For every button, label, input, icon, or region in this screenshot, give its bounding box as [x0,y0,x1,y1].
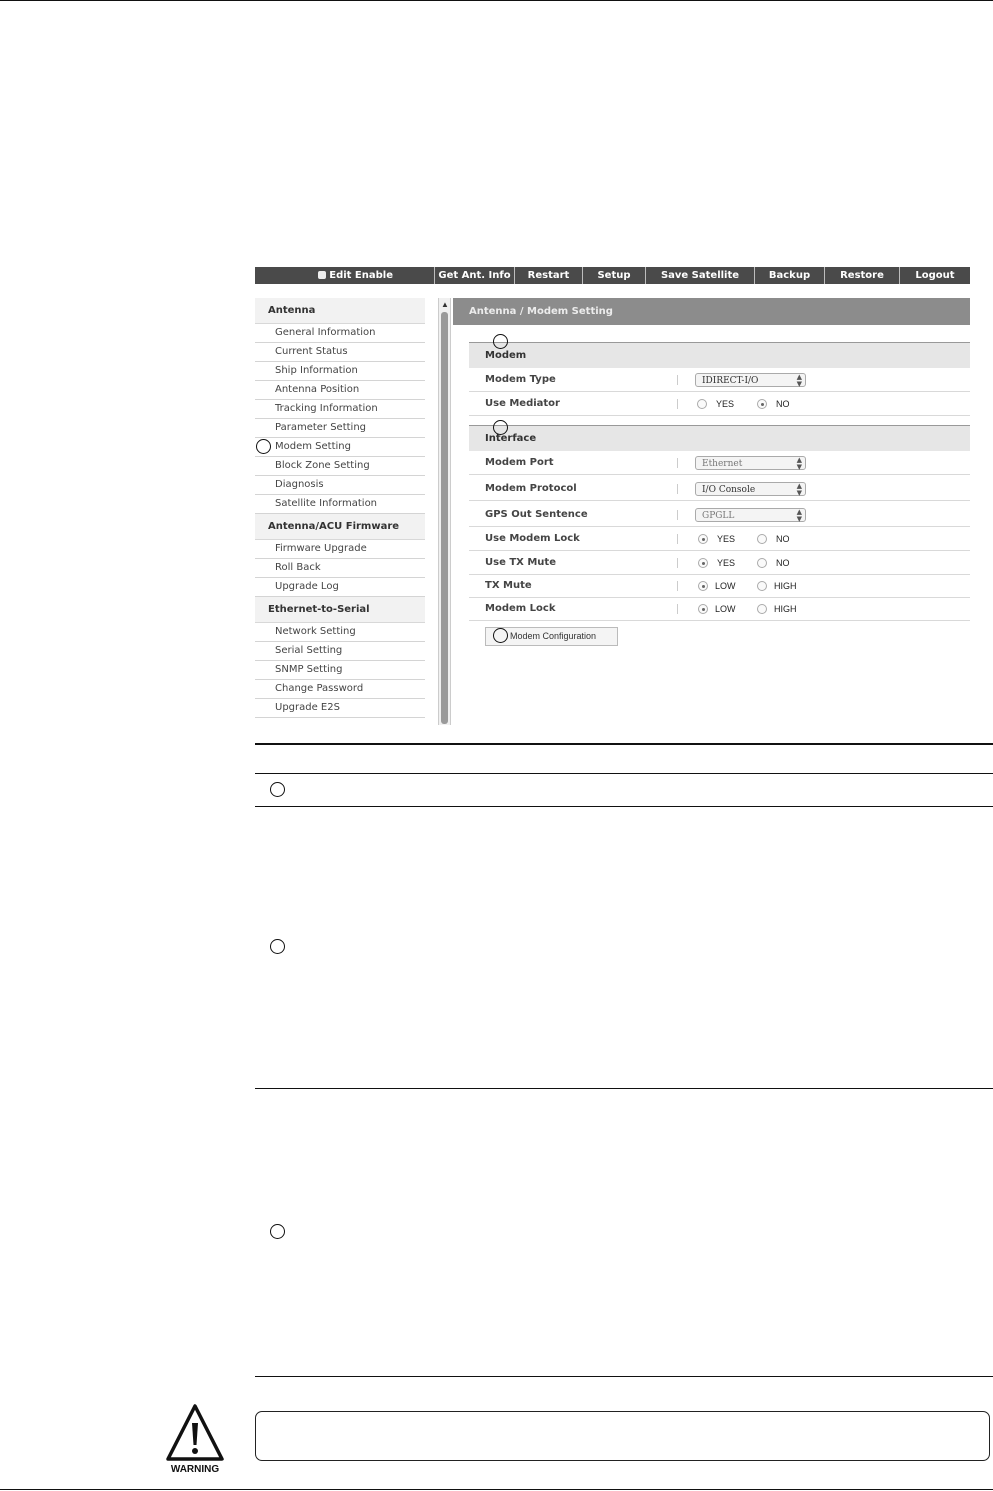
use-mediator-yes-radio[interactable] [697,399,707,409]
setup-button[interactable]: Setup [582,267,645,284]
use-modem-lock-no-radio[interactable] [757,534,767,544]
callout-circle [493,628,508,643]
use-tx-mute-label: Use TX Mute [485,557,556,568]
use-modem-lock-no-label: NO [776,534,790,544]
tx-mute-high-label: HIGH [774,581,797,591]
use-tx-mute-row [469,551,970,575]
sidebar-item-serial-setting[interactable]: Serial Setting [255,642,425,661]
modem-protocol-label: Modem Protocol [485,483,577,494]
sidebar-item-parameter-setting[interactable]: Parameter Setting [255,419,425,438]
sidebar-item-network-setting[interactable]: Network Setting [255,623,425,642]
callout-circle [256,439,271,454]
modem-protocol-value: I/O Console [702,485,756,495]
sidebar-heading-antenna: Antenna [255,298,425,324]
modem-lock-high-radio[interactable] [757,604,767,614]
sidebar-item-upgrade-log[interactable]: Upgrade Log [255,578,425,597]
use-modem-lock-yes-radio[interactable] [698,534,708,544]
row-separator [677,604,678,614]
page-bottom-rule [0,1489,993,1490]
sidebar-item-roll-back[interactable]: Roll Back [255,559,425,578]
gps-out-sentence-row [469,503,970,527]
scrollbar-thumb[interactable] [441,312,448,724]
checkbox-icon[interactable] [318,271,326,279]
modem-protocol-select[interactable] [695,482,806,496]
modem-port-select[interactable] [695,456,806,470]
use-modem-lock-label: Use Modem Lock [485,533,580,544]
sidebar-item-upgrade-e2s[interactable]: Upgrade E2S [255,699,425,718]
spinner-icon: ▲ ▼ [796,508,802,523]
modem-type-value: IDIRECT-I/O [702,376,759,386]
spinner-icon: ▲ ▼ [796,456,802,471]
use-modem-lock-yes-label: YES [717,534,736,544]
use-tx-mute-yes-label: YES [717,558,736,568]
warning-icon [165,1403,225,1463]
table-rule [255,806,993,807]
breadcrumb: Antenna / Modem Setting [453,298,970,325]
tx-mute-low-label: LOW [715,581,736,591]
modem-port-row [469,451,970,475]
use-mediator-no-radio[interactable] [757,399,767,409]
edit-enable-button[interactable]: Edit Enable [255,267,434,284]
tx-mute-label: TX Mute [485,580,532,591]
use-modem-lock-row [469,527,970,551]
modem-type-label: Modem Type [485,374,556,385]
sidebar-item-tracking-information[interactable]: Tracking Information [255,400,425,419]
tx-mute-low-radio[interactable] [698,581,708,591]
warning-label: WARNING [170,1464,220,1475]
modem-type-select[interactable] [695,373,806,387]
sidebar-item-snmp-setting[interactable]: SNMP Setting [255,661,425,680]
row-separator [677,581,678,591]
interface-section-header: Interface [469,425,970,451]
scrollbar[interactable] [438,298,451,725]
sidebar [255,298,425,718]
sidebar-item-antenna-position[interactable]: Antenna Position [255,381,425,400]
callout-circle [493,334,508,349]
use-mediator-no-label: NO [776,399,790,409]
row-separator [677,458,678,468]
use-tx-mute-no-radio[interactable] [757,558,767,568]
modem-port-label: Modem Port [485,457,554,468]
modem-setting-screenshot [255,267,970,725]
use-tx-mute-no-label: NO [776,558,790,568]
callout-circle [493,420,508,435]
sidebar-item-diagnosis[interactable]: Diagnosis [255,476,425,495]
backup-button[interactable]: Backup [754,267,824,284]
modem-lock-label: Modem Lock [485,603,556,614]
logout-button[interactable]: Logout [899,267,970,284]
spinner-icon: ▲ ▼ [796,373,802,388]
tx-mute-high-radio[interactable] [757,581,767,591]
spinner-icon: ▲ ▼ [796,482,802,497]
sidebar-item-modem-setting[interactable]: Modem Setting [255,438,425,457]
row-separator [677,399,678,409]
tx-mute-row [469,574,970,598]
sidebar-item-current-status[interactable]: Current Status [255,343,425,362]
gps-out-sentence-label: GPS Out Sentence [485,509,588,520]
restore-button[interactable]: Restore [824,267,899,284]
row-separator [677,484,678,494]
use-mediator-row [469,392,970,416]
modem-protocol-row [469,477,970,501]
row-separator [677,510,678,520]
modem-lock-high-label: HIGH [774,604,797,614]
restart-button[interactable]: Restart [514,267,582,284]
sidebar-item-ship-information[interactable]: Ship Information [255,362,425,381]
row-separator [677,558,678,568]
use-tx-mute-yes-radio[interactable] [698,558,708,568]
table-rule [255,1088,993,1089]
scroll-up-icon[interactable]: ▲ [441,300,449,309]
page-top-rule [0,0,993,1]
sidebar-heading-ethernet-to-serial: Ethernet-to-Serial [255,597,425,623]
row-separator [677,534,678,544]
callout-circle [270,1224,285,1239]
table-rule [255,1376,993,1377]
table-rule [255,743,993,745]
sidebar-heading-firmware: Antenna/ACU Firmware [255,514,425,540]
callout-circle [270,782,285,797]
toolbar [255,267,970,284]
use-mediator-yes-label: YES [716,399,735,409]
sidebar-item-block-zone-setting[interactable]: Block Zone Setting [255,457,425,476]
row-separator [677,375,678,385]
callout-circle [270,939,285,954]
sidebar-item-change-password[interactable]: Change Password [255,680,425,699]
modem-type-row [469,368,970,392]
modem-lock-row [469,597,970,621]
save-satellite-button[interactable]: Save Satellite [645,267,754,284]
gps-out-sentence-select[interactable] [695,508,806,522]
modem-configuration-button[interactable]: Modem Configuration [485,627,618,646]
modem-lock-low-radio[interactable] [698,604,708,614]
use-mediator-label: Use Mediator [485,398,560,409]
modem-section-header: Modem [469,342,970,368]
sidebar-item-satellite-information[interactable]: Satellite Information [255,495,425,514]
sidebar-item-general-information[interactable]: General Information [255,324,425,343]
modem-port-value: Ethernet [702,459,743,469]
sidebar-item-firmware-upgrade[interactable]: Firmware Upgrade [255,540,425,559]
modem-lock-low-label: LOW [715,604,736,614]
table-rule [255,773,993,774]
gps-out-sentence-value: GPGLL [702,511,735,521]
main-panel [453,298,970,641]
get-ant-info-button[interactable]: Get Ant. Info [434,267,514,284]
warning-box [255,1411,990,1461]
